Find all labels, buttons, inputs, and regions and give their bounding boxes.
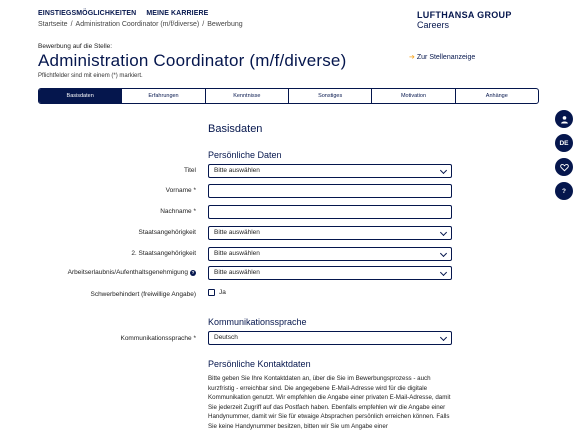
side-action-rail: [555, 110, 573, 200]
title-select-value: Bitte auswählen: [214, 167, 260, 174]
tab-sonstiges[interactable]: Sonstiges: [289, 89, 372, 103]
nationality-label: Staatsangehörigkeit: [138, 229, 196, 236]
breadcrumb-home[interactable]: Startseite: [38, 21, 68, 28]
job-posting-link-label: Zur Stellenanzeige: [416, 54, 476, 61]
nationality-select[interactable]: [208, 226, 452, 240]
question-icon: ?: [562, 187, 566, 195]
step-tabs: [38, 88, 539, 104]
disabled-option-label: Ja: [219, 289, 226, 296]
language-button[interactable]: DE: [555, 134, 573, 152]
title-label: Titel: [183, 167, 196, 174]
chevron-down-icon: [440, 269, 447, 276]
help-button[interactable]: [555, 182, 573, 200]
user-icon: [560, 115, 569, 124]
workpermit-select[interactable]: [208, 266, 452, 280]
breadcrumb: [38, 21, 243, 28]
workpermit-label-row: [68, 269, 196, 276]
communication-language-label: Kommunikationssprache *: [120, 335, 196, 342]
disabled-checkbox[interactable]: [208, 289, 215, 296]
workpermit-select-value: Bitte auswählen: [214, 269, 260, 276]
arrow-right-icon: ➔: [409, 54, 415, 61]
workpermit-label: Arbeitserlaubnis/Aufenthaltsgenehmigung: [67, 269, 188, 276]
nav-link-career[interactable]: MEINE KARRIERE: [146, 10, 209, 17]
chevron-down-icon: [440, 250, 447, 257]
chevron-down-icon: [440, 334, 447, 341]
lastname-input[interactable]: [208, 205, 452, 219]
disabled-label: Schwerbehindert (freiwillige Angabe): [90, 291, 196, 298]
top-navigation: [38, 10, 216, 17]
disabled-option: [208, 289, 226, 296]
required-fields-note: Pflichtfelder sind mit einem (*) markiert.: [38, 73, 143, 79]
personal-data-title: Persönliche Daten: [208, 150, 282, 160]
tab-basisdaten[interactable]: Basisdaten: [39, 89, 122, 103]
firstname-label: Vorname *: [165, 187, 196, 194]
application-preheading: Bewerbung auf die Stelle:: [38, 43, 113, 50]
breadcrumb-separator: /: [70, 21, 73, 28]
favorites-button[interactable]: [555, 158, 573, 176]
breadcrumb-current: Bewerbung: [207, 21, 243, 28]
tab-erfahrungen[interactable]: Erfahrungen: [122, 89, 205, 103]
contact-data-description: Bitte geben Sie Ihre Kontaktdaten an, über die Sie im Bewerbungsprozess - auch kurzfristig - erreichbar sind. Die angegebene E-Mail-Adresse wird für die digitale Kommunikation genutzt. Wir empfehlen die Angabe einer privaten E-Mail-Adresse, damit Sie jederzeit Zugriff auf das Postfach haben. Ebenfalls empfehlen wir die Angabe einer Handynummer, damit wir Sie für etwaige Absprachen persönlich erreichen können. Falls Sie keine Handynummer besitzen, bitten wir Sie um Angabe einer: [208, 375, 451, 430]
nationality2-select-value: Bitte auswählen: [214, 250, 260, 257]
firstname-input[interactable]: [208, 184, 452, 198]
nationality-select-value: Bitte auswählen: [214, 229, 260, 236]
tab-motivation[interactable]: Motivation: [372, 89, 455, 103]
tab-kenntnisse[interactable]: Kenntnisse: [206, 89, 289, 103]
title-select[interactable]: [208, 164, 452, 178]
nationality2-select[interactable]: [208, 247, 452, 261]
chevron-down-icon: [440, 167, 447, 174]
communication-language-select[interactable]: [208, 331, 452, 345]
profile-button[interactable]: [555, 110, 573, 128]
brand-name: LUFTHANSA GROUP: [417, 10, 512, 20]
lastname-label: Nachname *: [160, 208, 196, 215]
breadcrumb-job[interactable]: Administration Coordinator (m/f/diverse): [75, 21, 200, 28]
tab-anhaenge[interactable]: Anhänge: [485, 93, 508, 99]
communication-title: Kommunikationssprache: [208, 317, 307, 327]
job-posting-link[interactable]: [409, 53, 475, 61]
communication-language-value: Deutsch: [214, 334, 238, 341]
nationality2-label: 2. Staatsangehörigkeit: [131, 250, 196, 257]
heart-icon: [560, 163, 569, 172]
chevron-down-icon: [440, 229, 447, 236]
section-title: Basisdaten: [208, 123, 263, 135]
contact-data-title: Persönliche Kontaktdaten: [208, 359, 311, 369]
info-icon[interactable]: ?: [191, 269, 195, 275]
page-title: Administration Coordinator (m/f/diverse): [38, 51, 347, 70]
brand-subtitle: Careers: [417, 20, 450, 30]
nav-link-jobs[interactable]: EINSTIEGSMÖGLICHKEITEN: [38, 10, 137, 17]
brand-logo[interactable]: [417, 10, 512, 30]
breadcrumb-separator: /: [202, 21, 205, 28]
